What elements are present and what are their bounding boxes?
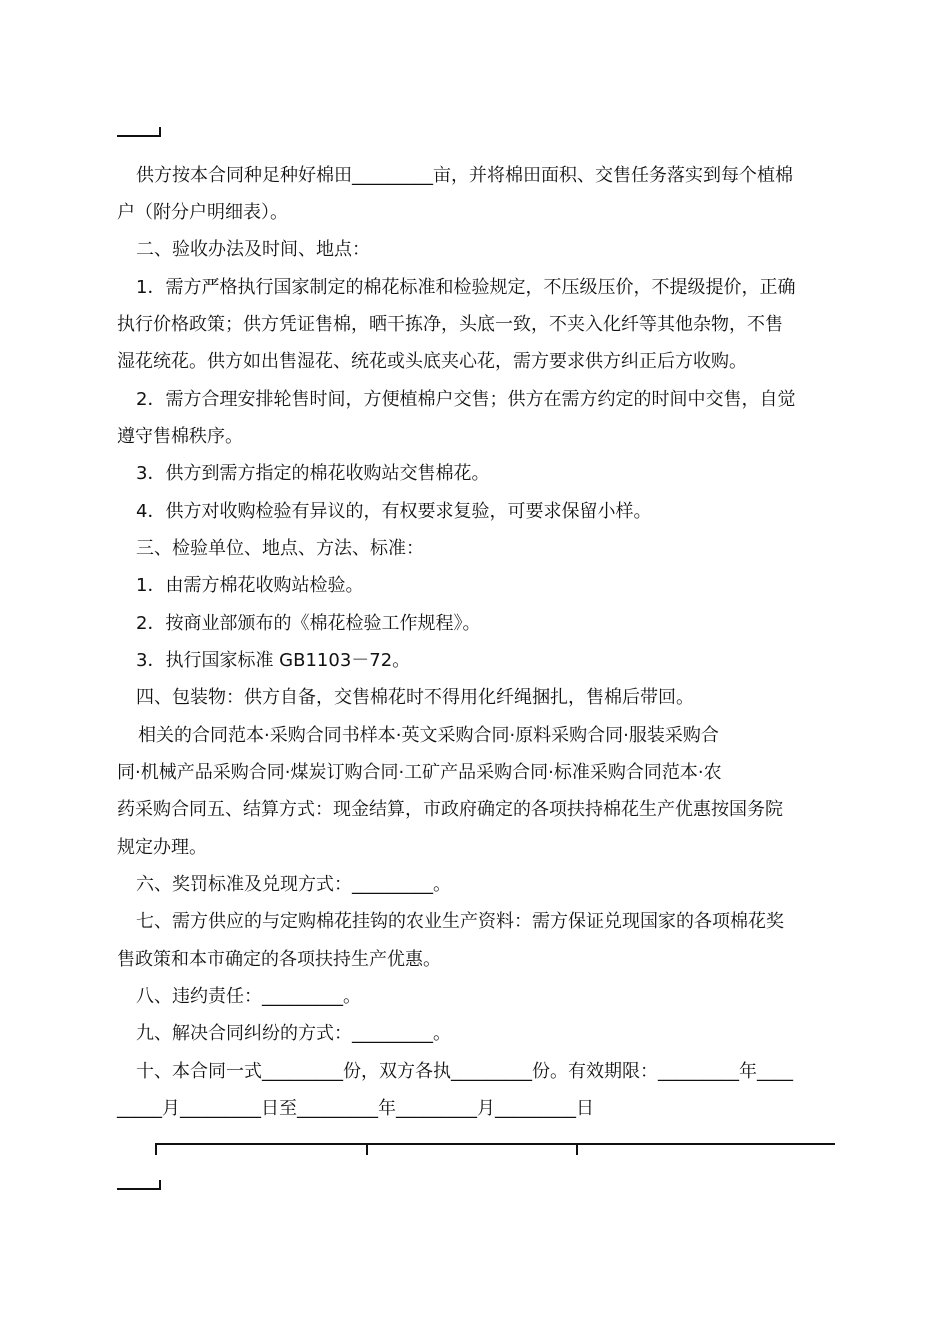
table-column-divider <box>576 1143 578 1155</box>
text-line: 供方按本合同种足种好棉田_________亩，并将棉田面积、交售任务落实到每个植棉 <box>136 165 793 186</box>
section-heading: 七、需方供应的与定购棉花挂钩的农业生产资料：需方保证兑现国家的各项棉花奖 <box>136 911 784 932</box>
table-column-divider <box>155 1143 157 1155</box>
corner-mark-top <box>117 127 161 137</box>
text-line: 2．需方合理安排轮售时间，方便植棉户交售；供方在需方约定的时间中交售，自觉 <box>136 389 796 410</box>
text-line: 3．供方到需方指定的棉花收购站交售棉花。 <box>136 463 490 484</box>
table-top-border <box>155 1143 835 1145</box>
section-heading: 三、检验单位、地点、方法、标准： <box>136 538 424 559</box>
text-line: 1．需方严格执行国家制定的棉花标准和检验规定，不压级压价，不提级提价，正确 <box>136 277 796 298</box>
text-line: 2．按商业部颁布的《棉花检验工作规程》。 <box>136 613 481 634</box>
table-column-divider <box>366 1143 368 1155</box>
text-line: 药采购合同五、结算方式：现金结算，市政府确定的各项扶持棉花生产优惠按国务院 <box>117 799 783 820</box>
text-line: 售政策和本市确定的各项扶持生产优惠。 <box>117 949 441 970</box>
text-line: 湿花统花。供方如出售湿花、统花或头底夹心花，需方要求供方纠正后方收购。 <box>117 351 747 372</box>
text-line: 4．供方对收购检验有异议的，有权要求复验，可要求保留小样。 <box>136 501 652 522</box>
section-heading: 六、奖罚标准及兑现方式：_________。 <box>136 874 451 895</box>
related-links-line: 同·机械产品采购合同·煤炭订购合同·工矿产品采购合同·标准采购合同范本·农 <box>117 762 722 783</box>
text-line: 3．执行国家标准 GB1103－72。 <box>136 650 411 671</box>
text-line: 执行价格政策；供方凭证售棉，晒干拣净，头底一致，不夹入化纤等其他杂物，不售 <box>117 314 783 335</box>
text-line: _____月_________日至_________年_________月_________日 <box>117 1098 594 1119</box>
corner-mark-bottom <box>117 1180 161 1190</box>
text-line: 遵守售棉秩序。 <box>117 426 243 447</box>
section-heading: 九、解决合同纠纷的方式：_________。 <box>136 1023 451 1044</box>
text-line: 1．由需方棉花收购站检验。 <box>136 575 364 596</box>
text-line: 户（附分户明细表）。 <box>117 202 288 223</box>
related-links-line: 相关的合同范本·采购合同书样本·英文采购合同·原料采购合同·服装采购合 <box>138 725 719 746</box>
section-heading: 十、本合同一式_________份，双方各执_________份。有效期限：_________年____ <box>136 1061 793 1082</box>
section-heading: 二、验收办法及时间、地点： <box>136 239 370 260</box>
section-heading: 四、包装物：供方自备，交售棉花时不得用化纤绳捆扎，售棉后带回。 <box>136 687 694 708</box>
section-heading: 八、违约责任：_________。 <box>136 986 361 1007</box>
text-line: 规定办理。 <box>117 837 207 858</box>
